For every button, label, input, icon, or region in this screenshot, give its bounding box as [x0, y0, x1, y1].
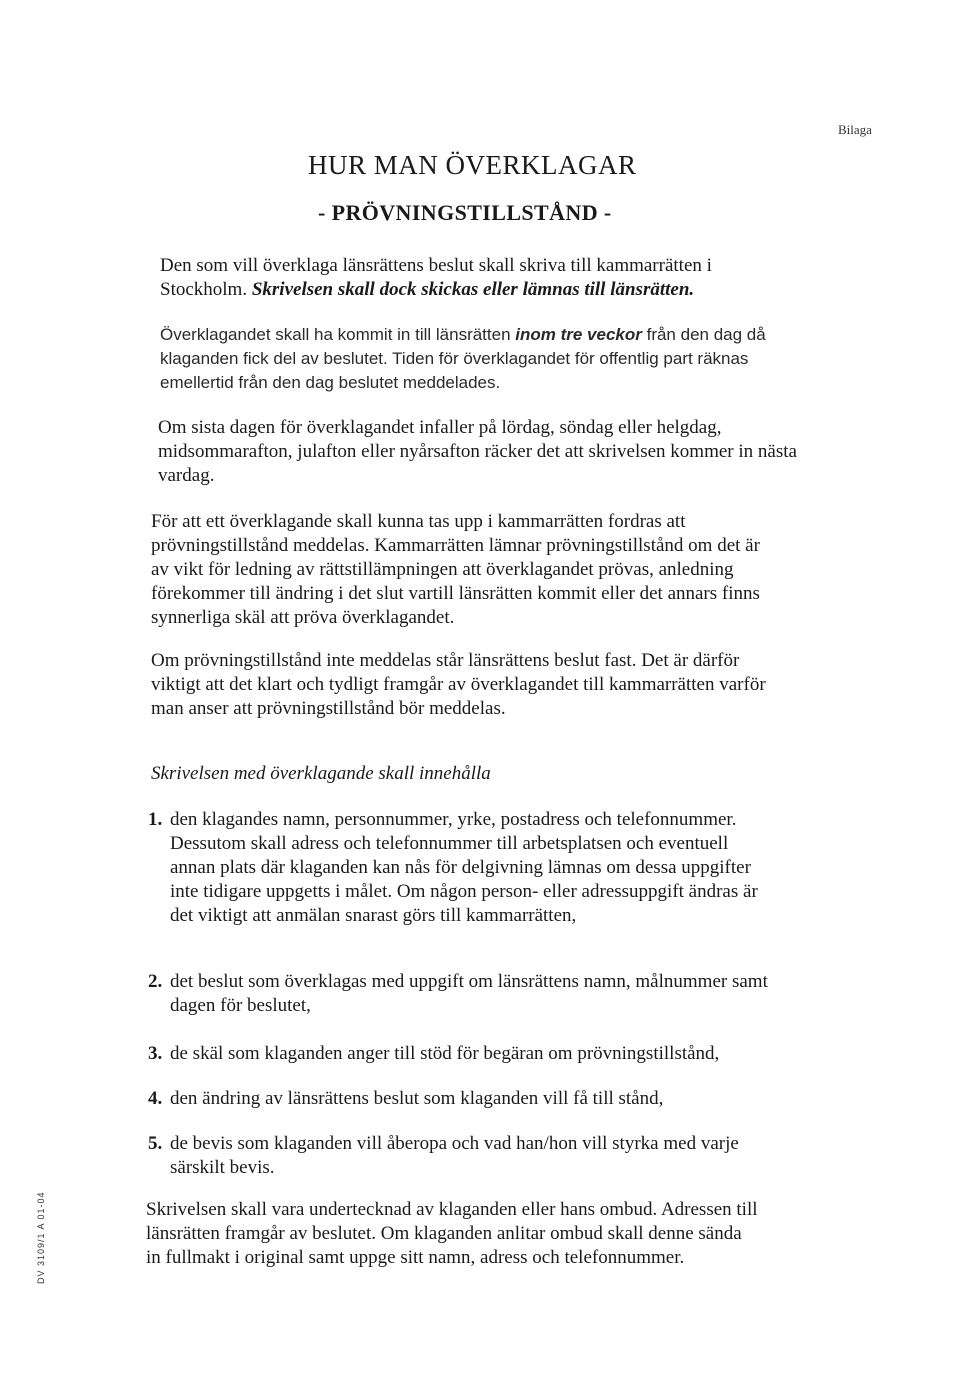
- list-item: [148, 970, 768, 1018]
- list-item-text: de bevis som klaganden vill åberopa och vad han/hon vill styrka med varje särskilt bevis.: [170, 1133, 739, 1178]
- list-item-number: 5.: [148, 1133, 163, 1154]
- paragraph-deadline-emphasis: inom tre veckor: [515, 325, 642, 344]
- list-item-number: 1.: [148, 809, 163, 830]
- list-item-text: de skäl som klaganden anger till stöd för begäran om prövningstillstånd,: [170, 1043, 720, 1064]
- paragraph-intro-emphasis: Skrivelsen skall dock skickas eller lämnas till länsrätten.: [251, 279, 695, 300]
- section-heading: Skrivelsen med överklagande skall innehålla: [151, 763, 491, 784]
- paragraph-signature: Skrivelsen skall vara undertecknad av klaganden eller hans ombud. Adressen till länsrätten framgår av beslutet. Om klaganden anlitar ombud skall denne sända in fullmakt i original samt uppge sitt namn, adress och telefonnummer.: [146, 1199, 758, 1268]
- paragraph-holiday: Om sista dagen för överklagandet infaller på lördag, söndag eller helgdag, midsommarafton, julafton eller nyårsafton räcker det att skrivelsen kommer in nästa vardag.: [158, 417, 797, 486]
- paragraph-intro: [160, 254, 780, 302]
- list-item: [148, 1042, 768, 1066]
- paragraph-intro-text: Den som vill överklaga länsrättens beslut skall skriva till kammarrätten i Stockholm.: [160, 255, 712, 300]
- paragraph-deadline: [160, 323, 800, 395]
- page-title: HUR MAN ÖVERKLAGAR: [308, 150, 637, 180]
- list-item-number: 4.: [148, 1088, 163, 1109]
- form-code: DV 3109/1 A 01-04: [36, 1191, 46, 1284]
- attachment-label: Bilaga: [838, 122, 872, 137]
- paragraph-leave-to-appeal: För att ett överklagande skall kunna tas upp i kammarrätten fordras att prövningstillstånd meddelas. Kammarrätten lämnar prövningstillstånd om det är av vikt för ledning av rättstillämpningen att överklagandet prövas, anledning förekommer till ändring i det slut vartill länsrätten kommit eller det annars finns synnerliga skäl att pröva överklagandet.: [151, 511, 760, 628]
- list-item: [148, 1132, 768, 1180]
- list-item-number: 2.: [148, 971, 163, 992]
- list-item-number: 3.: [148, 1043, 163, 1064]
- list-item-text: den klagandes namn, personnummer, yrke, postadress och telefonnummer. Dessutom skall adress och telefonnummer till arbetsplatsen och eventuell annan plats där klaganden kan nås för delgivning lämnas om dessa uppgifter inte tidigare uppgetts i målet. Om någon person- eller adressuppgift ändras är det viktigt att anmälan snarast görs till kammarrätten,: [170, 809, 758, 926]
- list-item: [148, 808, 768, 928]
- paragraph-deadline-before: Överklagandet skall ha kommit in till länsrätten: [160, 325, 516, 344]
- paragraph-no-leave: Om prövningstillstånd inte meddelas står länsrättens beslut fast. Det är därför viktigt att det klart och tydligt framgår av överklagandet till kammarrätten varför man anser att prövningstillstånd bör meddelas.: [151, 650, 766, 719]
- list-item-text: det beslut som överklagas med uppgift om länsrättens namn, målnummer samt dagen för beslutet,: [170, 971, 768, 1016]
- page-subtitle: - PRÖVNINGSTILLSTÅND -: [318, 200, 612, 225]
- paragraph-deadline-after: från den dag då klaganden fick del av beslutet. Tiden för överklagandet för offentlig part räknas emellertid från den dag beslutet meddelades.: [160, 325, 766, 392]
- list-item-text: den ändring av länsrättens beslut som klaganden vill få till stånd,: [170, 1088, 664, 1109]
- list-item: [148, 1087, 768, 1111]
